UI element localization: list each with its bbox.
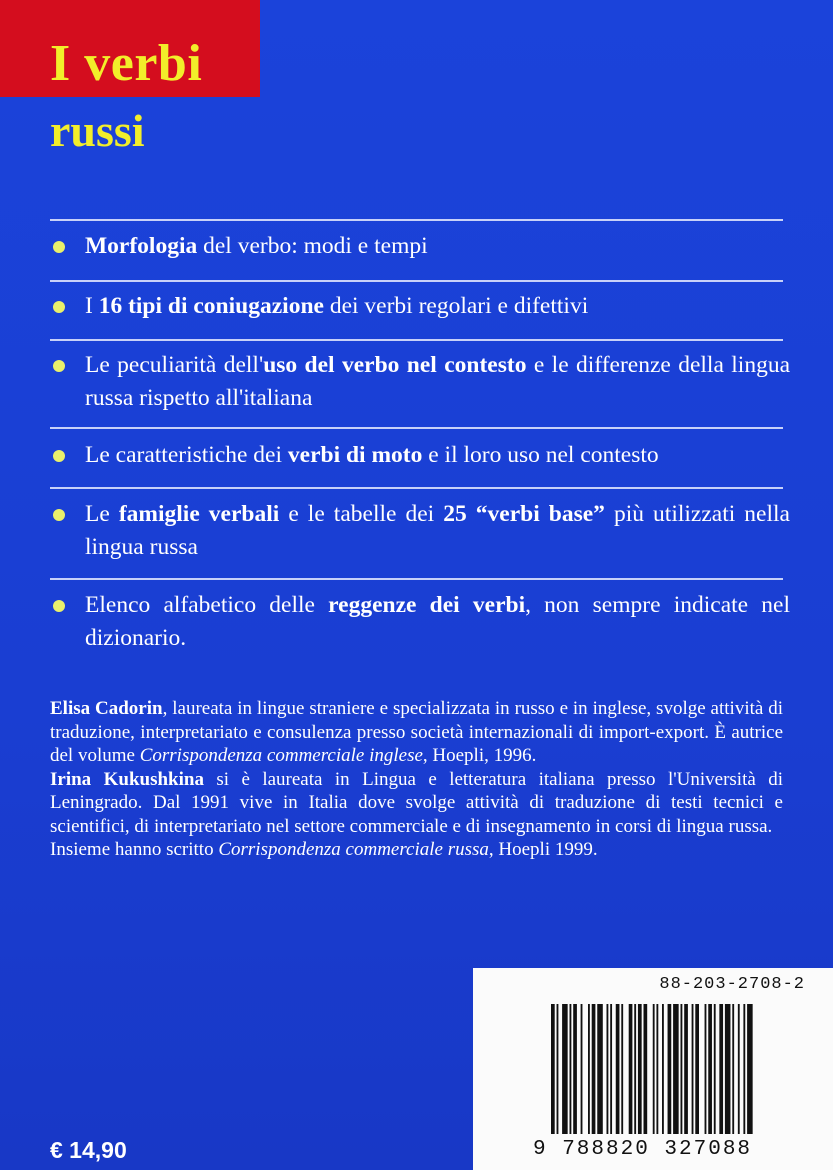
bullet-dot-icon (53, 450, 65, 462)
bullet-text: I (85, 293, 99, 319)
bullet-bold: 25 “verbi base” (443, 501, 605, 527)
bullet-bold: verbi di moto (287, 442, 423, 468)
divider-rule (50, 487, 783, 489)
bullet-text: Elenco alfabetico delle (85, 592, 329, 618)
bullet-dot-icon (53, 509, 65, 521)
bullet-bold: 16 tipi di coniugazione (98, 293, 324, 319)
bullet-bold: uso del verbo nel contesto (263, 352, 527, 378)
bullet-text: , non sempre indicate nel dizionario. (85, 592, 790, 651)
author-bios (50, 697, 783, 862)
bullet-text: Le caratteristiche dei (85, 442, 288, 468)
author-bio-text: si è laureata in Lingua e letteratura italiana presso l'Università di Leningrado. Dal 1991 vive in Italia dove svolge attività di traduzione di testi tecnici e scientifici, di interpretariato nel settore commerciale e di insegnamento in corsi di lingua russa. (50, 768, 783, 837)
book-title: Corrispondenza commerciale inglese (139, 745, 423, 766)
barcode-panel (473, 968, 833, 1170)
joint-text: , Hoepli 1999. (488, 839, 598, 860)
bullet-text: e il loro uso nel contesto (422, 442, 659, 468)
isbn-number: 88-203-2708-2 (659, 975, 805, 994)
bullet-text: più utilizzati nella lingua russa (85, 501, 790, 560)
ean-number: 9 788820 327088 (533, 1138, 753, 1161)
bullet-dot-icon (53, 600, 65, 612)
bullet-dot-icon (53, 241, 65, 253)
divider-rule (50, 219, 783, 221)
author-name: Elisa Cadorin (50, 698, 163, 719)
bullet-text: Le peculiarità dell' (85, 352, 264, 378)
bullet-text: dei verbi regolari e difettivi (323, 293, 589, 319)
bullet-bold: reggenze dei verbi (328, 592, 526, 618)
bullet-dot-icon (53, 301, 65, 313)
divider-rule (50, 427, 783, 429)
bullet-bold: famiglie verbali (118, 501, 280, 527)
bullet-text: e le tabelle dei (279, 501, 444, 527)
divider-rule (50, 578, 783, 580)
bullet-dot-icon (53, 360, 65, 372)
divider-rule (50, 280, 783, 282)
barcode-icon (551, 1004, 805, 1134)
joint-text: Insieme hanno scritto (50, 839, 219, 860)
bullet-text: Le (85, 501, 119, 527)
author-bio-text: , laureata in lingue straniere e specializzata in russo e in inglese, svolge attività di traduzione, interpretariato e consulenza presso società internazionali di import-export. È autrice del volume (50, 698, 783, 766)
bullet-bold: Morfologia (85, 233, 198, 259)
author-bio-text: , Hoepli, 1996. (422, 745, 537, 766)
book-title: Corrispondenza commerciale russa (218, 839, 489, 860)
author-name: Irina Kukushkina (50, 768, 204, 790)
price-label: € 14,90 (50, 1137, 127, 1163)
bullet-text: e le differenze della lingua russa rispetto all'italiana (85, 352, 790, 411)
title-line-1: I verbi (50, 35, 203, 92)
title-line-2: russi (50, 105, 145, 156)
divider-rule (50, 339, 783, 341)
bullet-text: del verbo: modi e tempi (197, 233, 428, 259)
